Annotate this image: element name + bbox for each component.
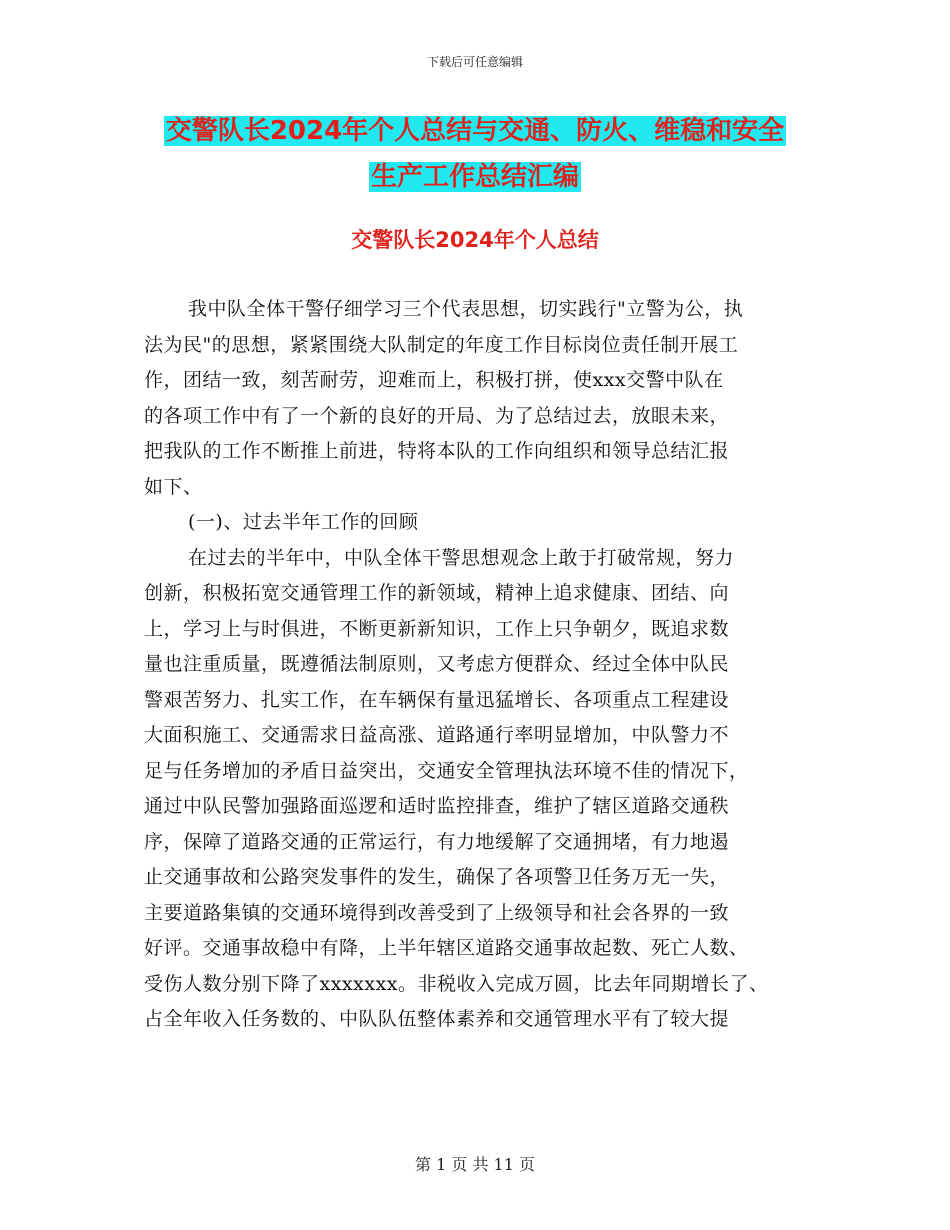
paragraph-line: 足与任务增加的矛盾日益突出，交通安全管理执法环境不佳的情况下， xyxy=(144,759,749,782)
paragraph-line: 量也注重质量，既遵循法制原则，又考虑方便群众、经过全体中队民 xyxy=(144,653,730,675)
paragraph-line: 法为民"的思想，紧紧围绕大队制定的年度工作目标岗位责任制开展工 xyxy=(144,333,739,356)
document-title-line-2 xyxy=(0,154,950,200)
paragraph-line: 序，保障了道路交通的正常运行，有力地缓解了交通拥堵，有力地遏 xyxy=(144,830,730,853)
paragraph-line: 止交通事故和公路突发事件的发生，确保了各项警卫任务万无一失， xyxy=(144,866,730,888)
paragraph-line: 上，学习上与时俱进，不断更新新知识，工作上只争朝夕，既追求数 xyxy=(144,617,730,640)
paragraph-line: 警艰苦努力、扎实工作，在车辆保有量迅猛增长、各项重点工程建设 xyxy=(144,688,730,711)
paragraph-line: 好评。交通事故稳中有降，上半年辖区道路交通事故起数、死亡人数、 xyxy=(144,937,749,959)
paragraph-line: 受伤人数分别下降了xxxxxxx。非税收入完成万圆，比去年同期增长了、 xyxy=(144,972,769,995)
paragraph-line: 创新，积极拓宽交通管理工作的新领域，精神上追求健康、团结、向 xyxy=(144,582,730,604)
document-title-line-1 xyxy=(0,108,950,154)
page-number-footer: 第 1 页 共 11 页 xyxy=(415,1155,535,1174)
paragraph-line: 把我队的工作不断推上前进，特将本队的工作向组织和领导总结汇报 xyxy=(144,440,730,462)
paragraph-line: 通过中队民警加强路面巡逻和适时监控排查，维护了辖区道路交通秩 xyxy=(144,795,730,817)
paragraph-line: 占全年收入任务数的、中队队伍整体素养和交通管理水平有了较大提 xyxy=(144,1008,730,1030)
document-title xyxy=(0,108,950,200)
paragraph-line: 我中队全体干警仔细学习三个代表思想，切实践行"立警为公，执 xyxy=(188,298,744,320)
paragraph-line: 在过去的半年中，中队全体干警思想观念上敢于打破常规，努力 xyxy=(188,546,735,569)
subheading-line: (一)、过去半年工作的回顾 xyxy=(188,511,419,533)
page-header-note: 下载后可任意编辑 xyxy=(426,55,523,69)
section-title: 交警队长2024年个人总结 xyxy=(351,228,599,252)
body-text xyxy=(144,292,834,1038)
paragraph-line: 如下、 xyxy=(144,475,203,498)
paragraph-line: 作，团结一致，刻苦耐劳，迎难而上，积极打拼，使xxx交警中队在 xyxy=(144,369,724,391)
paragraph-line: 的各项工作中有了一个新的良好的开局、为了总结过去，放眼未来， xyxy=(144,404,730,427)
paragraph-line: 大面积施工、交通需求日益高涨、道路通行率明显增加，中队警力不 xyxy=(144,724,730,746)
title-line-1-text: 交警队长2024年个人总结与交通、防火、维稳和安全 xyxy=(165,116,785,146)
paragraph-line: 主要道路集镇的交通环境得到改善受到了上级领导和社会各界的一致 xyxy=(144,901,730,924)
title-line-2-text: 生产工作总结汇编 xyxy=(370,162,579,192)
